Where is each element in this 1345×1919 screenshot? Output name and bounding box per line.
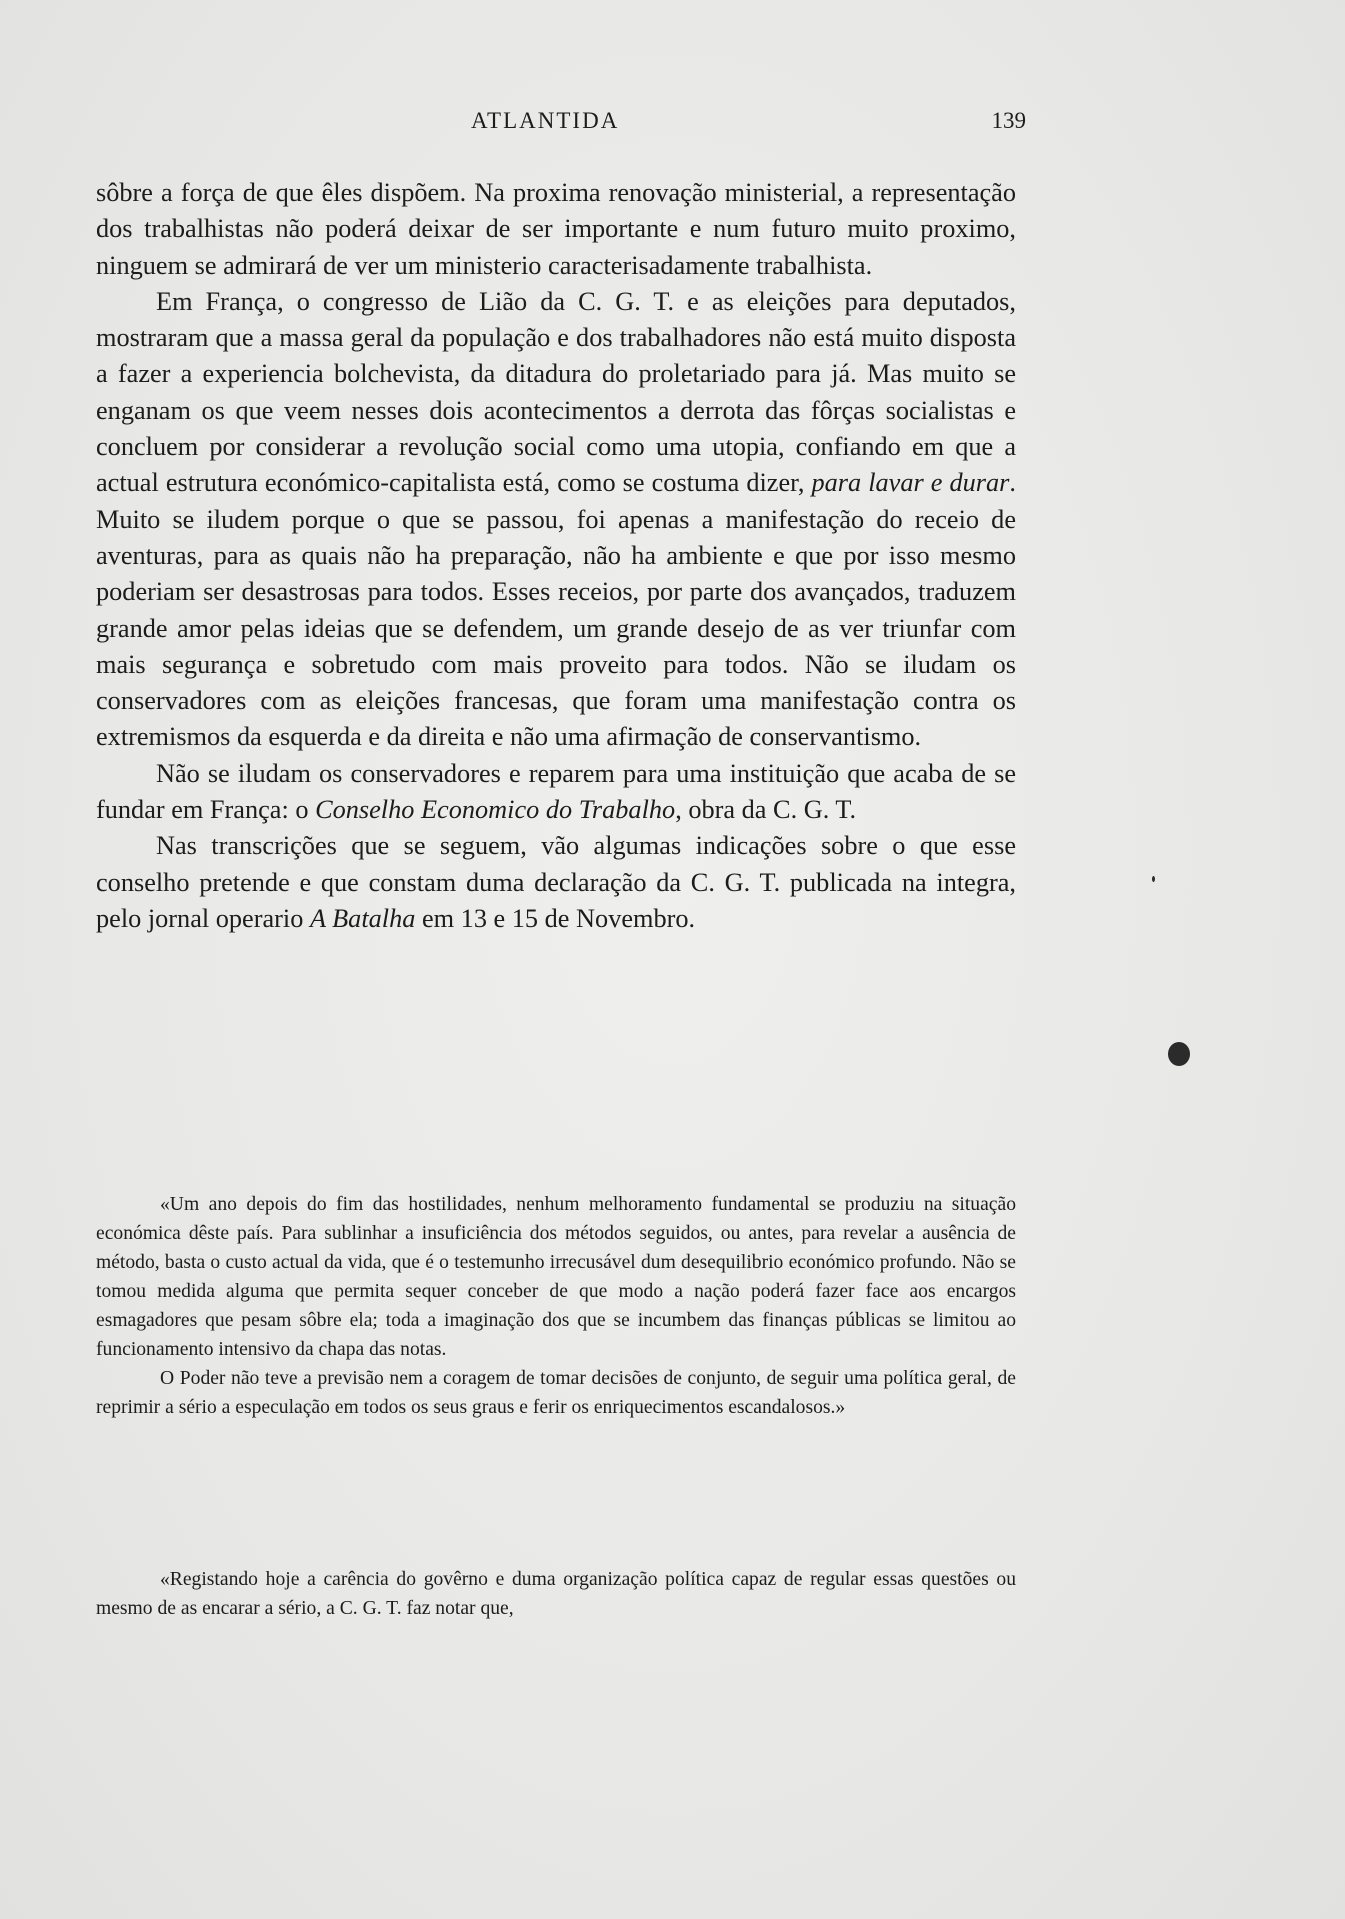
paragraph-3 [96, 756, 1016, 829]
paragraph-4-text-a: Nas transcrições que se seguem, vão algumas indicações sobre o que esse conselho pretende e que constam duma declaração da C. G. T. publicada na integra, pelo jornal operario [96, 831, 1016, 933]
quotation-1-paragraph-2: O Poder não teve a previsão nem a coragem de tomar decisões de conjunto, de seguir uma política geral, de reprimir a sério a especulação em todos os seus graus e ferir os enriquecimentos escandalosos.» [96, 1368, 1016, 1418]
paragraph-4-italic: A Batalha [309, 903, 416, 933]
page-number: 139 [991, 108, 1026, 133]
journal-title: ATLANTIDA [471, 108, 620, 133]
paragraph-4 [96, 828, 1016, 937]
quotation-block-1 [96, 1190, 1016, 1422]
running-head [96, 108, 1026, 142]
paragraph-3-text-b: , obra da C. G. T. [675, 795, 857, 825]
ink-speck [1168, 1042, 1190, 1066]
quotation-1-paragraph-1: «Um ano depois do fim das hostilidades, nenhum melhoramento fundamental se produziu na situação económica dêste país. Para sublinhar a insuficiência dos métodos seguidos, ou antes, para revelar a ausência de método, basta o custo actual da vida, que é o testemunho irrecusável dum desequilibrio económico profundo. Não se tomou medida alguma que permita sequer conceber de que modo a nação poderá fazer face aos encargos esmagadores que pesam sôbre ela; toda a imaginação dos que se incumbem das finanças públicas se limitou ao funcionamento intensivo da chapa das notas. [96, 1194, 1016, 1360]
paragraph-2-italic: para lavar e durar [811, 468, 1010, 498]
paragraph-2 [96, 284, 1016, 756]
paragraph-2-text-a: Em França, o congresso de Lião da C. G. T. e as eleições para deputados, mostraram que a massa geral da população e dos trabalhadores não está muito disposta a fazer a experiencia bolchevista, da ditadura do proletariado para já. Mas muito se enganam os que veem nesses dois acontecimentos a derrota das fôrças socialistas e concluem por considerar a revolução social como uma utopia, confiando em que a actual estrutura económico-capitalista está, como se costuma dizer, [96, 286, 1016, 498]
quotation-2-paragraph-1: «Registando hoje a carência do govêrno e duma organização política capaz de regular essas questões ou mesmo de as encarar a sério, a C. G. T. faz notar que, [96, 1569, 1016, 1619]
main-text [96, 175, 1016, 937]
paragraph-3-text-a: Não se iludam os conservadores e reparem para uma instituição que acaba de se fundar em França: o [96, 758, 1016, 825]
paragraph-3-italic: Conselho Economico do Trabalho [315, 795, 676, 825]
paragraph-2-text-b: . Muito se iludem porque o que se passou, foi apenas a manifestação do receio de aventuras, para as quais não ha preparação, não ha ambiente e que por isso mesmo poderiam ser desastrosas para todos. Esses receios, por parte dos avançados, traduzem grande amor pelas ideias que se defendem, um grande desejo de as ver triunfar com mais segurança e sobretudo com mais proveito para todos. Não se iludam os conservadores com as eleições francesas, que foram uma manifestação contra os extremismos da esquerda e da direita e não uma afirmação de conservantismo. [96, 468, 1016, 752]
paragraph-1-text: sôbre a força de que êles dispõem. Na proxima renovação ministerial, a representação dos trabalhistas não poderá deixar de ser importante e num futuro muito proximo, ninguem se admirará de ver um ministerio caracterisadamente trabalhista. [96, 178, 1016, 280]
paragraph-4-text-b: em 13 e 15 de Novembro. [421, 903, 696, 933]
paragraph-1 [96, 175, 1016, 284]
quotation-block-2 [96, 1565, 1016, 1623]
ink-speck-small [1152, 876, 1155, 882]
